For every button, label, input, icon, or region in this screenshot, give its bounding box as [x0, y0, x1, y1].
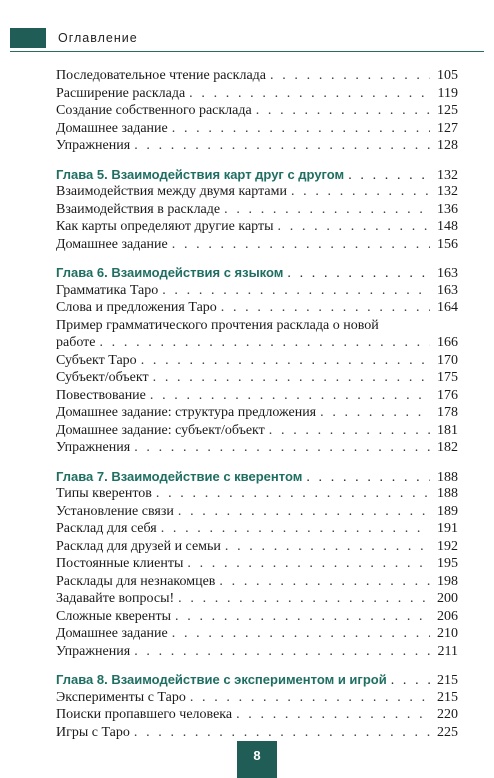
toc-entry: [56, 369, 458, 387]
toc-entry: [56, 538, 458, 556]
dot-leader: [134, 137, 430, 155]
toc-entry: [56, 334, 458, 352]
dot-leader: [291, 183, 430, 201]
toc-entry: [56, 404, 458, 422]
toc-entry-wrapped-line: Пример грамматического прочтения расклада о новой: [56, 317, 379, 333]
entry-page-number: 148: [437, 219, 458, 234]
chapter-heading: [56, 166, 458, 184]
entry-title: Упражнения: [56, 643, 131, 659]
entry-title: Глава 8. Взаимодействие с экспериментом и игрой: [56, 672, 387, 687]
header-divider: [10, 51, 484, 52]
entry-title: Расклады для незнакомцев: [56, 573, 216, 589]
toc-entry: [56, 689, 458, 707]
toc-entry: [56, 299, 458, 317]
running-header-title: Оглавление: [58, 31, 138, 45]
entry-page-number: 132: [437, 184, 458, 199]
section-gap: [56, 253, 458, 264]
entry-page-number: 176: [437, 387, 458, 403]
toc-entry: [56, 485, 458, 503]
table-of-contents: [56, 67, 458, 741]
chapter-heading: [56, 468, 458, 486]
entry-page-number: 136: [437, 201, 458, 217]
entry-page-number: 127: [437, 120, 458, 136]
dot-leader: [153, 369, 430, 387]
toc-entry: [56, 422, 458, 440]
dot-leader: [178, 503, 430, 521]
dot-leader: [219, 573, 430, 591]
entry-title: Упражнения: [56, 138, 131, 153]
dot-leader: [221, 299, 430, 317]
dot-leader: [189, 85, 430, 103]
toc-entry: [56, 201, 458, 219]
toc-entry: [56, 102, 458, 120]
entry-title: Как карты определяют другие карты: [56, 219, 274, 234]
entry-page-number: 211: [437, 643, 458, 659]
entry-page-number: 163: [437, 266, 458, 281]
dot-leader: [270, 67, 430, 85]
dot-leader: [391, 672, 430, 690]
toc-entry: [56, 85, 458, 103]
entry-title: Игры с Таро: [56, 724, 130, 740]
entry-page-number: 189: [437, 503, 458, 519]
dot-leader: [236, 706, 430, 724]
dot-leader: [320, 404, 430, 422]
entry-page-number: 225: [437, 724, 458, 740]
toc-entry: [56, 282, 458, 300]
page-number-badge: 8: [237, 741, 277, 778]
entry-title: Установление связи: [56, 503, 174, 519]
dot-leader: [224, 201, 430, 219]
entry-title: Поиски пропавшего человека: [56, 707, 233, 722]
entry-page-number: 166: [437, 335, 458, 350]
dot-leader: [162, 282, 430, 300]
dot-leader: [306, 469, 430, 487]
toc-entry: [56, 706, 458, 724]
dot-leader: [134, 724, 430, 742]
entry-page-number: 119: [437, 85, 458, 101]
dot-leader: [175, 608, 430, 626]
toc-entry: [56, 503, 458, 521]
dot-leader: [172, 625, 430, 643]
section-gap: [56, 660, 458, 671]
dot-leader: [99, 334, 430, 352]
chapter-heading: [56, 264, 458, 282]
entry-page-number: 156: [437, 236, 458, 252]
entry-title: Взаимодействия между двумя картами: [56, 184, 287, 199]
entry-page-number: 163: [437, 282, 458, 298]
toc-entry: [56, 137, 458, 155]
entry-title: Расклад для себя: [56, 521, 157, 536]
entry-page-number: 210: [437, 626, 458, 641]
entry-page-number: 220: [437, 707, 458, 722]
entry-title: Грамматика Таро: [56, 282, 159, 298]
toc-entry: [56, 183, 458, 201]
chapter-heading: [56, 671, 458, 689]
dot-leader: [348, 167, 430, 185]
toc-entry: [56, 573, 458, 591]
entry-page-number: 206: [437, 608, 458, 624]
entry-title: Расширение расклада: [56, 85, 186, 101]
toc-entry: [56, 439, 458, 457]
entry-page-number: 195: [437, 556, 458, 571]
toc-entry: [56, 625, 458, 643]
entry-title: Постоянные клиенты: [56, 556, 184, 571]
entry-page-number: 178: [437, 405, 458, 420]
entry-page-number: 170: [437, 352, 458, 368]
dot-leader: [134, 439, 430, 457]
header-accent-bar: [10, 28, 46, 48]
entry-page-number: 182: [437, 440, 458, 455]
toc-entry: [56, 120, 458, 138]
dot-leader: [256, 102, 430, 120]
entry-page-number: 188: [437, 469, 458, 485]
entry-page-number: 181: [437, 422, 458, 438]
entry-page-number: 125: [437, 103, 458, 118]
entry-page-number: 105: [437, 68, 458, 83]
dot-leader: [150, 387, 430, 405]
entry-page-number: 192: [437, 538, 458, 554]
entry-page-number: 200: [437, 591, 458, 606]
entry-page-number: 164: [437, 300, 458, 315]
entry-title: Глава 7. Взаимодействие с кверентом: [56, 468, 303, 484]
entry-title: Создание собственного расклада: [56, 103, 252, 118]
entry-title: Повествование: [56, 387, 146, 403]
dot-leader: [141, 352, 430, 370]
entry-title: Домашнее задание: [56, 626, 168, 641]
entry-page-number: 175: [437, 370, 458, 385]
section-gap: [56, 457, 458, 468]
entry-page-number: 191: [437, 521, 458, 536]
entry-title: Упражнения: [56, 440, 131, 455]
toc-entry: [56, 724, 458, 742]
entry-page-number: 215: [437, 673, 458, 688]
dot-leader: [161, 520, 430, 538]
entry-title: Эксперименты с Таро: [56, 689, 186, 705]
toc-entry: [56, 387, 458, 405]
entry-title: Домашнее задание: [56, 120, 168, 136]
toc-entry: [56, 520, 458, 538]
dot-leader: [269, 422, 430, 440]
entry-title: работе: [56, 335, 96, 350]
toc-entry: [56, 67, 458, 85]
dot-leader: [172, 120, 430, 138]
entry-title: Задавайте вопросы!: [56, 591, 175, 606]
dot-leader: [156, 485, 430, 503]
entry-title: Домашнее задание: [56, 236, 168, 252]
entry-title: Последовательное чтение расклада: [56, 68, 267, 83]
entry-title: Глава 5. Взаимодействия карт друг с другом: [56, 166, 345, 182]
entry-title: Типы кверентов: [56, 486, 152, 501]
dot-leader: [225, 538, 430, 556]
entry-page-number: 215: [437, 689, 458, 705]
entry-title: Субъект Таро: [56, 352, 137, 368]
dot-leader: [278, 218, 430, 236]
dot-leader: [287, 265, 430, 283]
toc-entry: [56, 643, 458, 661]
dot-leader: [178, 590, 430, 608]
dot-leader: [134, 643, 430, 661]
toc-entry: [56, 555, 458, 573]
entry-title: Глава 6. Взаимодействия с языком: [56, 265, 284, 280]
entry-page-number: 132: [437, 167, 458, 183]
entry-title: Субъект/объект: [56, 370, 149, 385]
toc-entry: [56, 608, 458, 626]
dot-leader: [187, 555, 430, 573]
entry-page-number: 128: [437, 138, 458, 153]
entry-title: Сложные кверенты: [56, 608, 172, 624]
toc-entry: [56, 236, 458, 254]
dot-leader: [172, 236, 430, 254]
entry-title: Домашнее задание: структура предложения: [56, 405, 317, 420]
entry-title: Слова и предложения Таро: [56, 300, 217, 315]
entry-title: Домашнее задание: субъект/объект: [56, 422, 265, 438]
entry-title: Взаимодействия в раскладе: [56, 201, 221, 217]
entry-page-number: 188: [437, 486, 458, 501]
section-gap: [56, 155, 458, 166]
dot-leader: [190, 689, 430, 707]
toc-entry: [56, 352, 458, 370]
toc-entry: [56, 590, 458, 608]
toc-entry: [56, 218, 458, 236]
entry-title: Расклад для друзей и семьи: [56, 538, 221, 554]
entry-page-number: 198: [437, 573, 458, 589]
